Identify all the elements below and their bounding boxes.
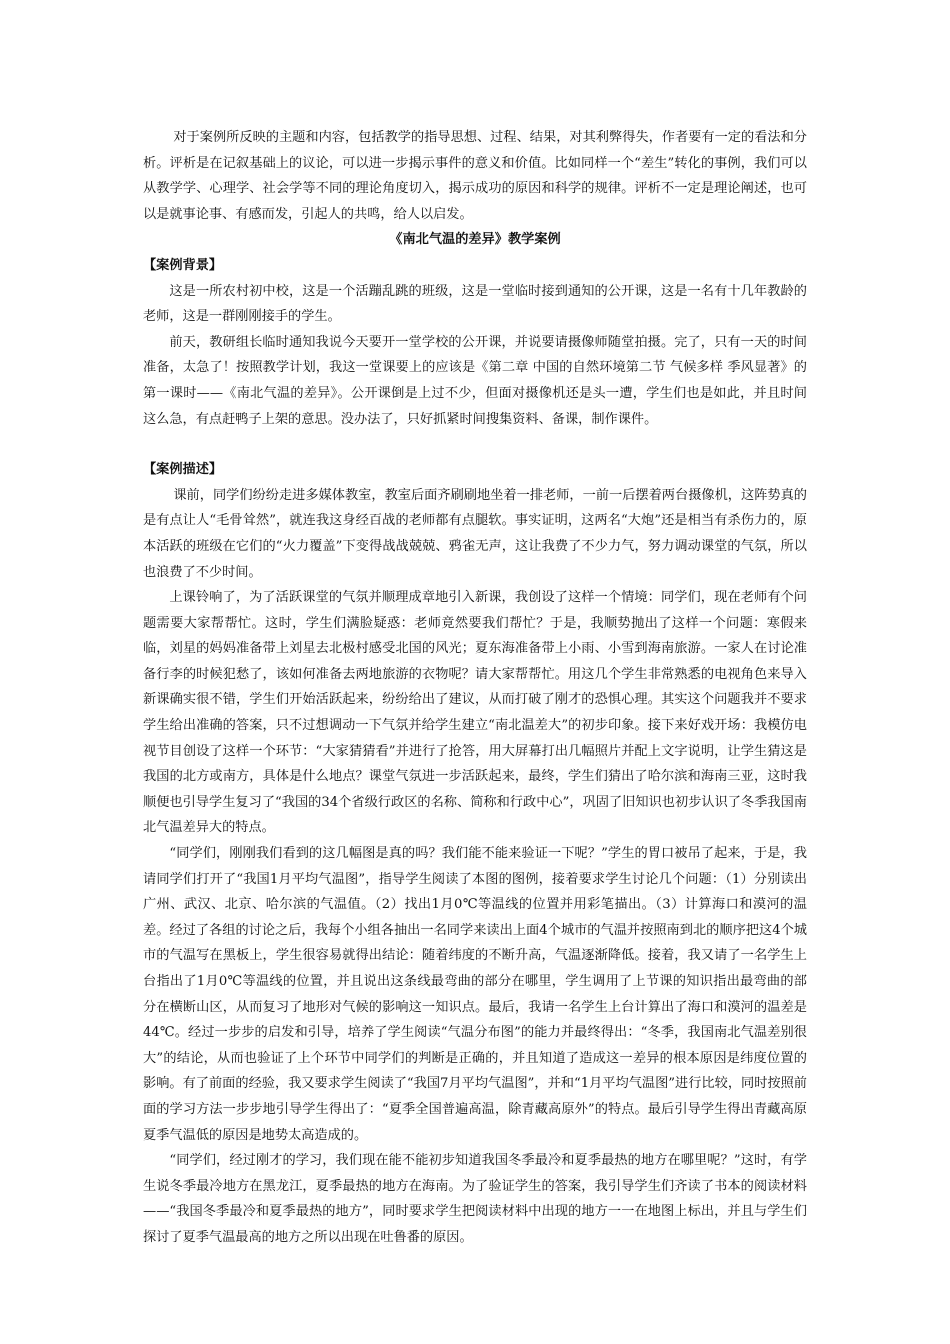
background-paragraph-1: 这是一所农村初中校，这是一个活蹦乱跳的班级，这是一堂临时接到通知的公开课，这是一名有十几年教龄的老师，这是一群刚刚接手的学生。 [143,283,807,325]
document-page [143,125,807,1251]
background-paragraph-2: 前天，教研组长临时通知我说今天要开一堂学校的公开课，并说要请摄像师随堂拍摄。完了，只有一天的时间准备，太急了！按照教学计划，我这一堂课要上的应该是《第二章 中国的自然环境第二节 气候多样 季风显著》的第一课时——《南北气温的差异》。公开课倒是上过不少，但面对摄像机还是头一遭，学生们也是如此，并且时间这么急，有点赶鸭子上架的意思。没办法了，只好抓紧时间搜集资料、备课，制作课件。 [143,334,807,427]
case-title: 《南北气温的差异》教学案例 [389,232,561,248]
description-paragraph-4: “同学们，经过刚才的学习，我们现在能不能初步知道我国冬季最冷和夏季最热的地方在哪里呢？”这时，有学生说冬季最冷地方在黑龙江，夏季最热的地方在海南。为了验证学生的答案，我引导学生们齐读了书本的阅读材料——“我国冬季最冷和夏季最热的地方”，同时要求学生把阅读材料中出现的地方一一在地图上标出，并且与学生们探讨了夏季气温最高的地方之所以出现在吐鲁番的原因。 [143,1153,807,1245]
section-spacer [143,432,807,457]
intro-paragraph: 对于案例所反映的主题和内容，包括教学的指导思想、过程、结果，对其利弊得失，作者要有一定的看法和分析。评析是在记叙基础上的议论，可以进一步揭示事件的意义和价值。比如同样一个“差生”转化的事例，我们可以从教学学、心理学、社会学等不同的理论角度切入，揭示成功的原因和科学的规律。评析不一定是理论阐述，也可以是就事论事、有感而发，引起人的共鸣，给人以启发。 [143,130,807,222]
description-paragraph-2: 上课铃响了，为了活跃课堂的气氛并顺理成章地引入新课，我创设了这样一个情境：同学们，现在老师有个问题需要大家帮帮忙。这时，学生们满脸疑惑：老师竟然要我们帮忙？于是，我顺势抛出了这样一个问题：寒假来临，刘星的妈妈准备带上刘星去北极村感受北国的风光；夏东海准备带上小雨、小雪到海南旅游。一家人在讨论准备行李的时候犯愁了，该如何准备去两地旅游的衣物呢？请大家帮帮忙。用这几个学生非常熟悉的电视角色来导入新课确实很不错，学生们开始活跃起来，纷纷给出了建议，从而打破了刚才的恐惧心理。其实这个问题我并不要求学生给出准确的答案，只不过想调动一下气氛并给学生建立“南北温差大”的初步印象。接下来好戏开场：我模仿电视节目创设了这样一个环节：“大家猜猜看”并进行了抢答，用大屏幕打出几幅照片并配上文字说明，让学生猜这是我国的北方或南方，具体是什么地点？课堂气氛进一步活跃起来，最终，学生们猜出了哈尔滨和海南三亚，这时我顺便也引导学生复习了“我国的34个省级行政区的名称、简称和行政中心”，巩固了旧知识也初步认识了冬季我国南北气温差异大的特点。 [143,590,807,836]
description-paragraph-1: 课前，同学们纷纷走进多媒体教室，教室后面齐刷刷地坐着一排老师，一前一后摆着两台摄像机，这阵势真的是有点让人“毛骨耸然”，就连我这身经百战的老师都有点腿软。事实证明，这两名“大炮”还是相当有杀伤力的，原本活跃的班级在它们的“火力覆盖”下变得战战兢兢、鸦雀无声，这让我费了不少力气，努力调动课堂的气氛，所以也浪费了不少时间。 [143,487,807,580]
background-heading: 【案例背景】 [143,257,223,273]
description-heading: 【案例描述】 [143,462,223,478]
description-paragraph-3: “同学们，刚刚我们看到的这几幅图是真的吗？我们能不能来验证一下呢？”学生的胃口被吊了起来，于是，我请同学们打开了“我国1月平均气温图”，指导学生阅读了本图的图例，接着要求学生讨论几个问题：（1）分别读出广州、武汉、北京、哈尔滨的气温值。（2）找出1月0℃等温线的位置并用彩笔描出。（3）计算海口和漠河的温差。经过了各组的讨论之后，我每个小组各抽出一名同学来读出上面4个城市的气温并按照南到北的顺序把这4个城市的气温写在黑板上，学生很容易就得出结论：随着纬度的不断升高，气温逐渐降低。接着，我又请了一名学生上台指出了1月0℃等温线的位置，并且说出这条线最弯曲的部分在哪里，学生调用了上节课的知识指出最弯曲的部分在横断山区，从而复习了地形对气候的影响这一知识点。最后，我请一名学生上台计算出了海口和漠河的温差是44℃。经过一步步的启发和引导，培养了学生阅读“气温分布图”的能力并最终得出：“冬季，我国南北气温差别很大”的结论，从而也验证了上个环节中同学们的判断是正确的，并且知道了造成这一差异的根本原因是纬度位置的影响。有了前面的经验，我又要求学生阅读了“我国7月平均气温图”，并和“1月平均气温图”进行比较，同时按照前面的学习方法一步步地引导学生得出了：“夏季全国普遍高温，除青藏高原外”的特点。最后引导学生得出青藏高原夏季气温低的原因是地势太高造成的。 [143,846,807,1143]
